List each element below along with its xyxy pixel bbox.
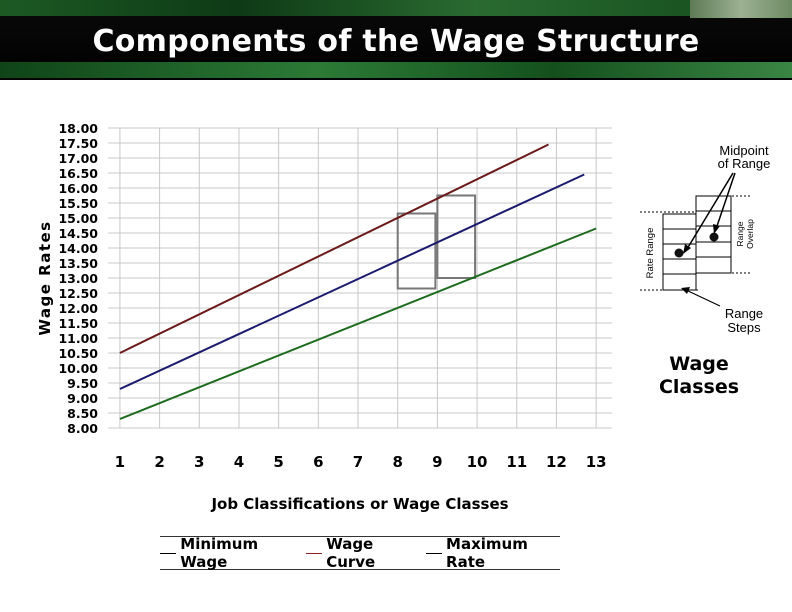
y-tick-label: 9.50 <box>67 376 98 391</box>
y-tick-label: 11.00 <box>58 331 98 346</box>
y-tick-label: 15.50 <box>58 196 98 211</box>
y-tick-label: 12.50 <box>58 286 98 301</box>
legend-label-minimum-wage: Minimum Wage <box>180 535 259 571</box>
x-tick-label: 2 <box>154 453 165 471</box>
range-steps-label-2: Steps <box>727 320 761 335</box>
y-tick-label: 13.50 <box>58 256 98 271</box>
x-tick-label: 8 <box>392 453 403 471</box>
y-axis-ticks <box>58 121 98 436</box>
legend-item-minimum-wage <box>160 535 298 571</box>
x-tick-label: 13 <box>585 453 607 471</box>
y-tick-label: 16.50 <box>58 166 98 181</box>
x-tick-label: 11 <box>506 453 528 471</box>
x-axis-label: Job Classifications or Wage Classes <box>211 495 509 513</box>
legend-item-maximum-rate <box>426 535 560 571</box>
x-tick-label: 9 <box>432 453 443 471</box>
legend-label-wage-curve: Wage Curve <box>326 535 376 571</box>
y-tick-label: 12.00 <box>58 301 98 316</box>
legend-item-wage-curve <box>306 535 418 571</box>
y-tick-label: 10.00 <box>58 361 98 376</box>
range-box-2 <box>437 196 475 279</box>
wage-classes-label: Wage <box>669 353 729 375</box>
y-tick-label: 10.50 <box>58 346 98 361</box>
x-tick-label: 6 <box>313 453 324 471</box>
y-tick-label: 18.00 <box>58 121 98 136</box>
page-title: Components of the Wage Structure <box>92 24 700 59</box>
y-tick-label: 15.00 <box>58 211 98 226</box>
range-steps-arrow <box>686 290 720 306</box>
x-tick-label: 4 <box>233 453 245 471</box>
rate-range-label: Rate Range <box>645 227 656 279</box>
y-tick-label: 14.50 <box>58 226 98 241</box>
range-overlap-label-2: Overlap <box>745 219 755 249</box>
y-tick-label: 16.00 <box>58 181 98 196</box>
legend-swatch-minimum-wage <box>160 553 176 554</box>
wage-classes-label-2: Classes <box>658 376 740 398</box>
y-tick-label: 8.00 <box>67 421 98 436</box>
y-axis-label: Wage Rates <box>36 220 54 336</box>
range-inset-diagram <box>640 143 770 398</box>
midpoint-label: Midpoint <box>719 143 769 158</box>
y-tick-label: 14.00 <box>58 241 98 256</box>
series-line-wage-curve <box>120 175 584 390</box>
x-axis-ticks <box>115 453 607 471</box>
y-tick-label: 17.00 <box>58 151 98 166</box>
range-steps-label: Range <box>724 306 764 321</box>
legend-label-maximum-rate: Maximum Rate <box>446 535 528 571</box>
series-line-maximum-rate <box>120 145 549 354</box>
x-tick-label: 5 <box>273 453 284 471</box>
range-overlap-label: Range <box>735 221 745 247</box>
x-tick-label: 1 <box>114 453 126 471</box>
y-tick-label: 9.00 <box>67 391 98 406</box>
y-tick-label: 17.50 <box>58 136 98 151</box>
chart-legend <box>160 536 560 570</box>
x-tick-label: 7 <box>352 453 364 471</box>
y-tick-label: 8.50 <box>67 406 98 421</box>
x-tick-label: 3 <box>194 453 205 471</box>
y-tick-label: 11.50 <box>58 316 98 331</box>
y-tick-label: 13.00 <box>58 271 98 286</box>
legend-swatch-wage-curve <box>306 553 322 554</box>
legend-swatch-maximum-rate <box>426 553 442 554</box>
x-tick-label: 10 <box>466 453 488 471</box>
midpoint-label-2: of Range <box>717 156 771 171</box>
midpoint-dot-left <box>675 249 684 258</box>
x-tick-label: 12 <box>546 453 567 471</box>
